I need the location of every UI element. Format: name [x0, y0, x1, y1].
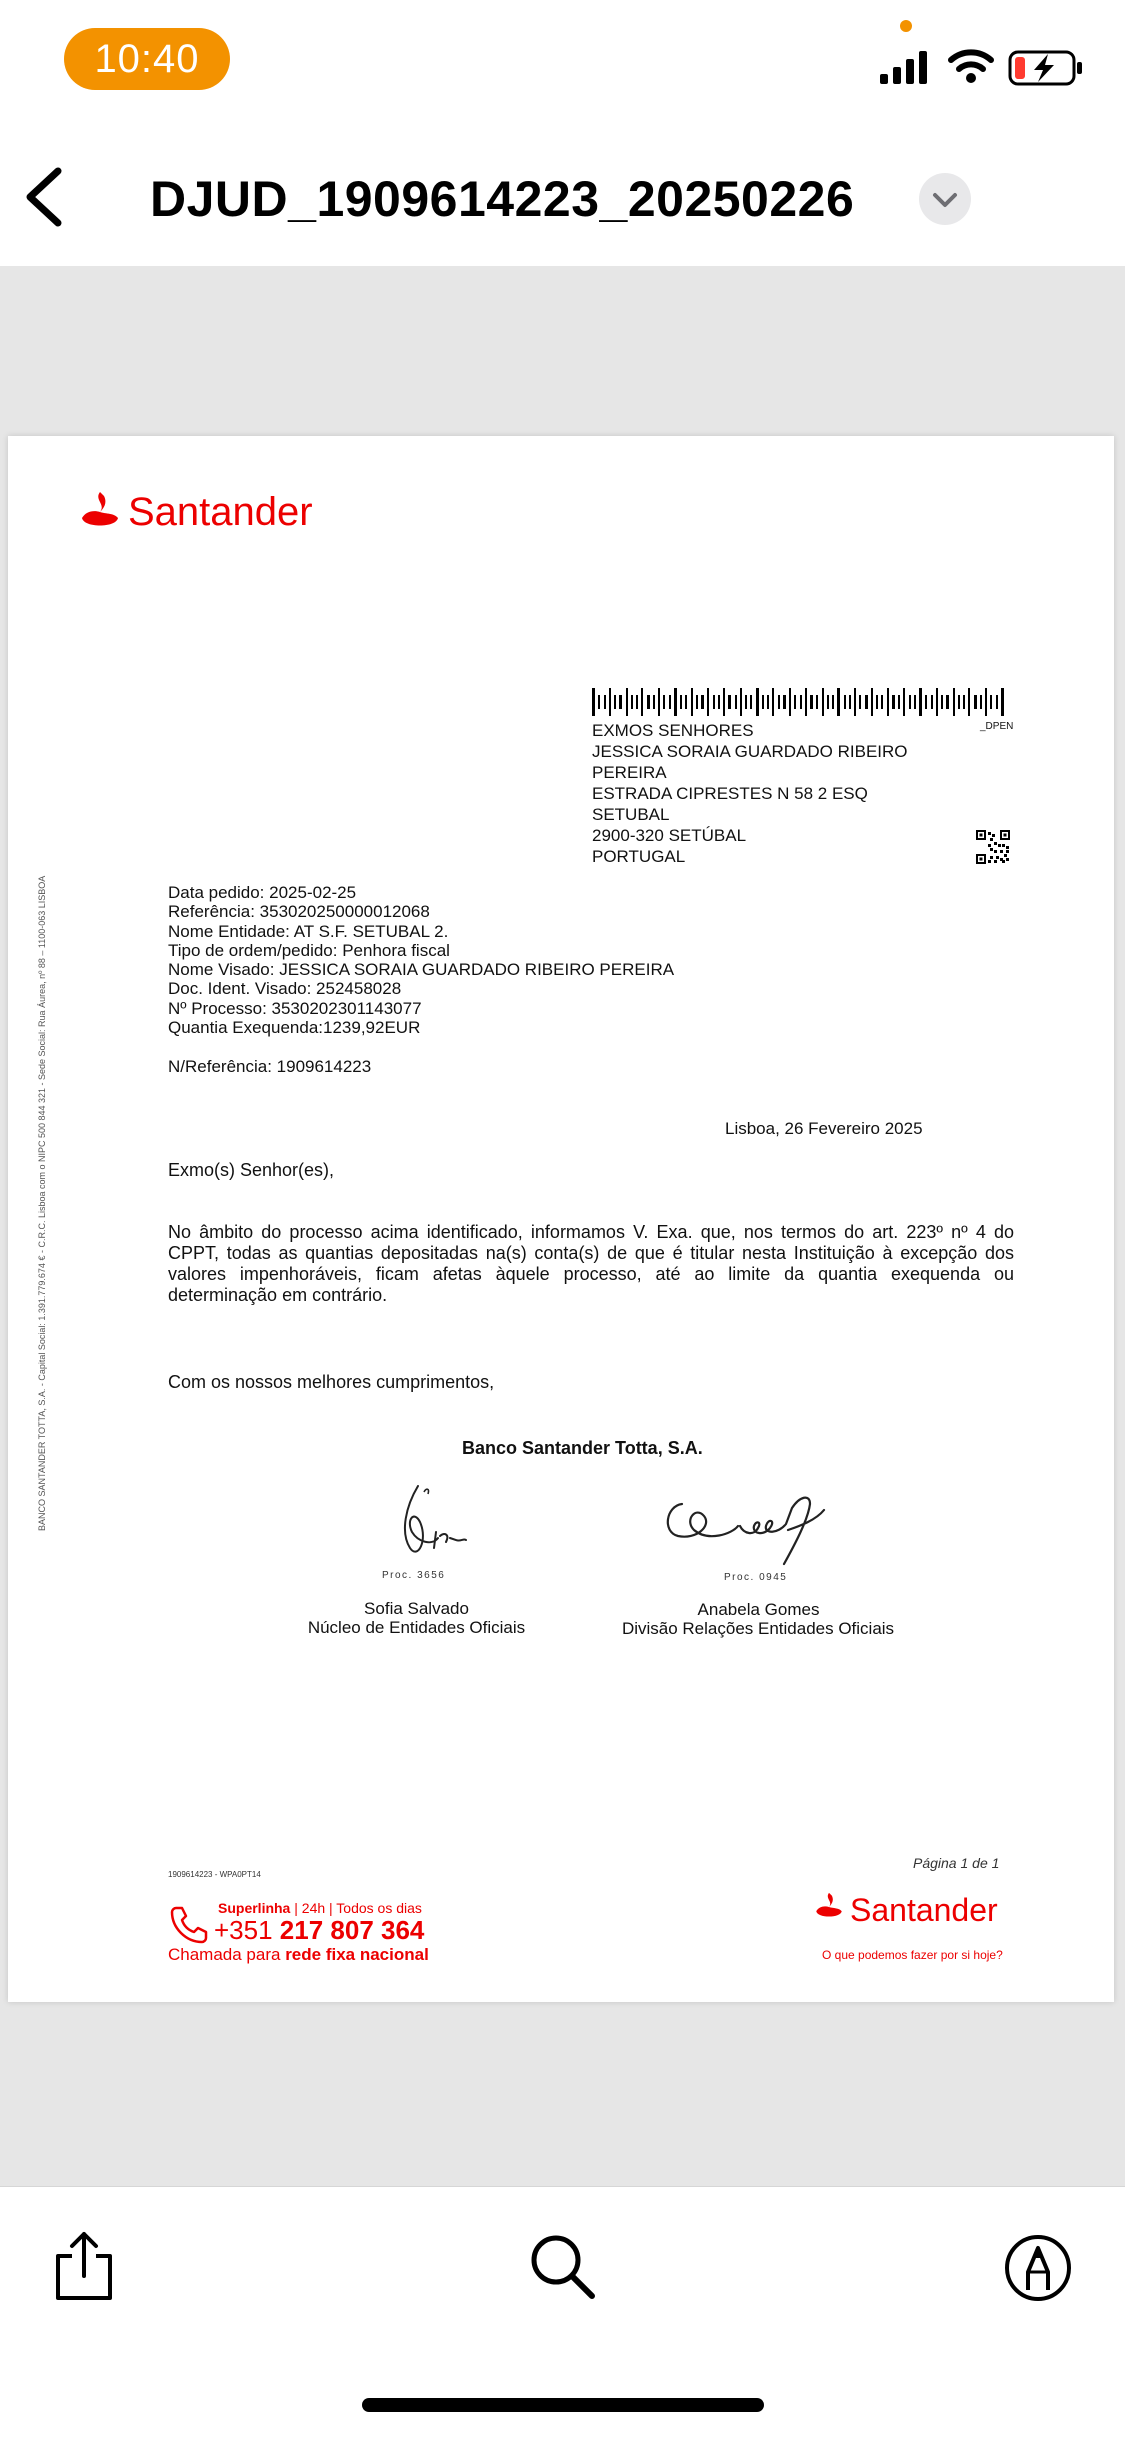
closing: Com os nossos melhores cumprimentos,: [168, 1372, 495, 1392]
document-title[interactable]: DJUD_1909614223_20250226: [150, 171, 855, 227]
phone-icon: [168, 1904, 208, 1944]
legal-side-text: BANCO SANTANDER TOTTA, S.A. - Capital Social: 1.391.779.674 € - C.R.C. Lisboa com o NIPC 500 844 321 - Sede Social: Rua Áurea, nº 88 – 1100-063 LISBOA: [37, 875, 47, 1531]
santander-flame-logo-icon: [76, 488, 124, 536]
search-icon[interactable]: [528, 2232, 598, 2302]
title-menu-chevron-icon[interactable]: [918, 172, 972, 226]
signatory-1-proc: Proc. 3656: [382, 1570, 446, 1581]
our-reference: N/Referência: 1909614223: [168, 1057, 372, 1076]
santander-slogan: O que podemos fazer por si hoje?: [822, 1948, 1003, 1962]
letter-body: No âmbito do processo acima identificado, informamos V. Exa. que, nos termos do art. 223º nº 4 do CPPT, todas as quantias depositadas na(s) conta(s) de que é titular nesta Instituição à excepção dos valores impenhoráveis, ficam afetas àquele processo, até ao limite da quantia exequenda ou determinação em contrário.: [168, 1222, 1014, 1305]
santander-footer-logo-text: Santander: [850, 1892, 998, 1928]
document-page: [8, 436, 1114, 2002]
barcode: [592, 688, 1010, 716]
status-time: 10:40: [64, 28, 230, 90]
page-counter: Página 1 de 1: [913, 1855, 1000, 1871]
superlinha-line: Superlinha | 24h | Todos os dias: [218, 1900, 422, 1916]
back-chevron-icon[interactable]: [22, 165, 66, 229]
barcode-code: _DPEN: [980, 721, 1014, 732]
signatory-1-dept: Núcleo de Entidades Oficiais: [307, 1618, 526, 1637]
footer-code: 1909614223 - WPA0PT14: [168, 1870, 261, 1879]
signature-anabela-gomes: [660, 1490, 836, 1570]
cellular-signal-icon: [880, 50, 936, 86]
markup-icon[interactable]: [1004, 2234, 1072, 2302]
privacy-indicator-dot: [900, 20, 912, 32]
santander-flame-footer-icon: [812, 1890, 846, 1924]
share-icon[interactable]: [52, 2228, 116, 2304]
company-name: Banco Santander Totta, S.A.: [462, 1438, 703, 1458]
santander-logo-text: Santander: [128, 490, 313, 534]
signatory-2-dept: Divisão Relações Entidades Oficiais: [621, 1619, 895, 1638]
home-indicator[interactable]: [362, 2398, 764, 2412]
call-note: Chamada para rede fixa nacional: [168, 1945, 429, 1964]
signatory-2-proc: Proc. 0945: [724, 1572, 788, 1583]
signatory-2-name: Anabela Gomes: [697, 1600, 820, 1619]
wifi-icon: [948, 48, 994, 84]
superlinha-phone: +351 217 807 364: [214, 1915, 425, 1945]
signatory-1-name: Sofia Salvado: [364, 1599, 469, 1618]
recipient-address: EXMOS SENHORES JESSICA SORAIA GUARDADO RIBEIRO PEREIRA ESTRADA CIPRESTES N 58 2 ESQ SETUBAL 2900-320 SETÚBAL PORTUGAL: [592, 721, 908, 866]
signature-sofia-salvado: [376, 1480, 472, 1568]
battery-icon: [1008, 48, 1084, 88]
request-details: Data pedido: 2025-02-25 Referência: 353020250000012068 Nome Entidade: AT S.F. SETUBAL 2. Tipo de ordem/pedido: Penhora fiscal Nome Visado: JESSICA SORAIA GUARDADO RIBEIRO PEREIRA Doc. Ident. Visado: 252458028 Nº Processo: 3530202301143077 Quantia Exequenda:1239,92EUR: [168, 883, 675, 1038]
qr-code: [976, 830, 1010, 864]
salutation: Exmo(s) Senhor(es),: [168, 1160, 335, 1180]
date-place: Lisboa, 26 Fevereiro 2025: [725, 1119, 923, 1138]
